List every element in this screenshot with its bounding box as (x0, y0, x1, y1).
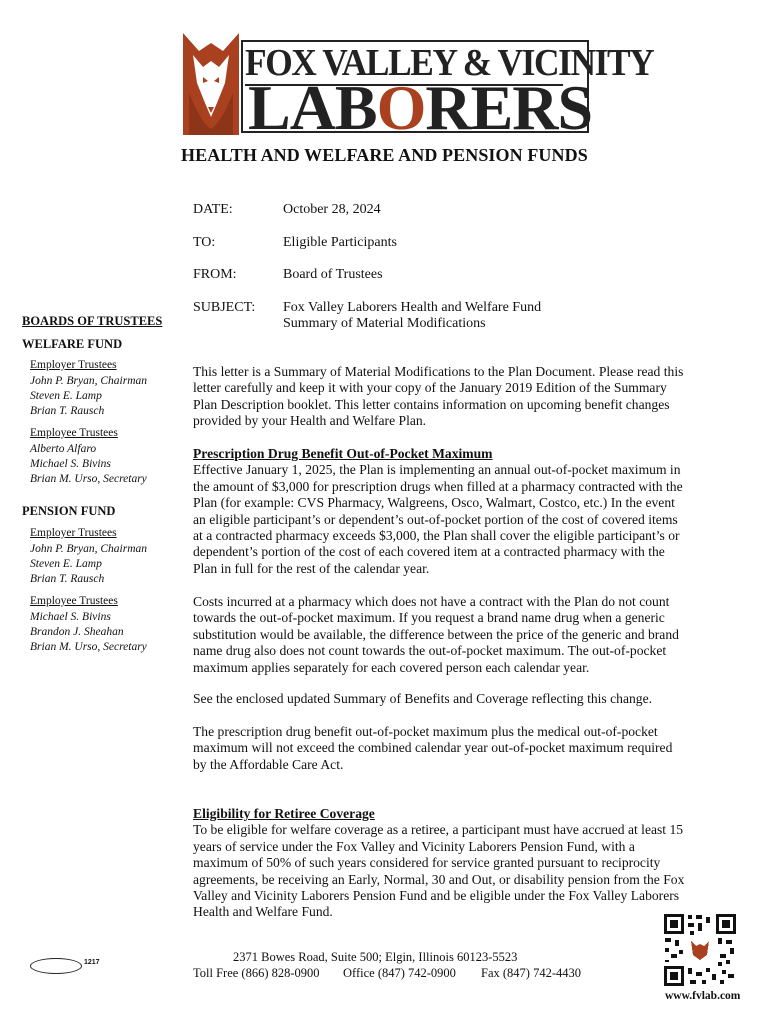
qr-code-icon (663, 913, 737, 987)
union-bug-icon (30, 958, 82, 974)
website-link[interactable]: www.fvlab.com (665, 990, 741, 1002)
prescription-paragraph-1: Effective January 1, 2025, the Plan is implementing an annual out-of-pocket maximum in the amount of $3,000 for prescription drugs when filled at a pharmacy contracted with the Plan (for example: CVS Pharmacy, Walgreens, Osco, Walmart, Costco, etc.) In the event an eligible participant’s or dependent’s out-of-pocket portion of the cost of covered items at a contracted pharmacy exceeds $3,000, the Plan shall cover the eligible participant’s or dependent’s portion of the cost of each covered item at a contracted pharmacy with the Plan in full for the rest of the calendar year. (193, 462, 683, 576)
prescription-paragraph-4: The prescription drug benefit out-of-pocket maximum plus the medical out-of-pocket maximum will not exceed the combined calendar year out-of-pocket maximum required by the Affordable Care Act. (193, 724, 673, 772)
footer-fax: Fax (847) 742-4430 (481, 966, 581, 980)
pension-employer-trustee: Steven E. Lamp (30, 558, 102, 570)
pension-employer-trustee: Brian T. Rausch (30, 573, 105, 585)
prescription-section (193, 446, 686, 577)
subject-line2: Summary of Material Modifications (283, 316, 486, 331)
retiree-paragraph-1: To be eligible for welfare coverage as a retiree, a participant must have accrued at least 15 years of service under the Fox Valley and Vicinity Laborers Pension Fund, with a maximum of 50% of such years considered for service granted pursuant to reciprocity agreements, be receiving an Early, Normal, 30 and Out, or disability pension from the Fox Valley and Vicinity Laborers Pension Fund and be eligible under the Fox Valley Laborers Health and Welfare Fund. (193, 822, 685, 920)
welfare-employer-label: Employer Trustees (30, 359, 117, 371)
union-bug-number: 1217 (84, 959, 100, 966)
subject-label: SUBJECT: (193, 300, 256, 315)
welfare-fund-heading: WELFARE FUND (22, 337, 123, 351)
date-value: October 28, 2024 (283, 202, 381, 217)
logo-org-line2: LABORERS (248, 72, 593, 143)
pension-fund-heading: PENSION FUND (22, 504, 116, 518)
pension-employer-label: Employer Trustees (30, 527, 117, 539)
footer-address: 2371 Bowes Road, Suite 500; Elgin, Illinois 60123-5523 (233, 950, 518, 964)
footer-office: Office (847) 742-0900 (343, 966, 456, 980)
boards-of-trustees-heading: BOARDS OF TRUSTEES (22, 314, 163, 328)
intro-paragraph: This letter is a Summary of Material Modifications to the Plan Document. Please read this letter carefully and keep it with your copy of the January 2019 Edition of the Summary Plan Description booklet. This letter contains information on upcoming benefit changes provided by your Health and Welfare Plan. (193, 364, 684, 429)
logo-org-line1: FOX VALLEY & VICINITY (245, 42, 654, 84)
retiree-section (193, 806, 686, 921)
subject-line1: Fox Valley Laborers Health and Welfare Fund (283, 300, 542, 315)
pension-employer-trustee: John P. Bryan, Chairman (30, 543, 148, 555)
prescription-section-title: Prescription Drug Benefit Out-of-Pocket Maximum (193, 446, 493, 461)
welfare-employee-label: Employee Trustees (30, 427, 118, 439)
from-value: Board of Trustees (283, 267, 383, 282)
prescription-paragraph-3: See the enclosed updated Summary of Benefits and Coverage reflecting this change. (193, 691, 653, 706)
date-label: DATE: (193, 202, 233, 217)
to-value: Eligible Participants (283, 235, 397, 250)
welfare-employee-trustee: Brian M. Urso, Secretary (30, 473, 147, 485)
pension-employee-trustee: Brandon J. Sheahan (30, 626, 124, 638)
fox-logo-icon (181, 33, 241, 135)
letterhead-title: HEALTH AND WELFARE AND PENSION FUNDS (181, 145, 588, 165)
pension-employee-label: Employee Trustees (30, 595, 118, 607)
footer-toll-free: Toll Free (866) 828-0900 (193, 966, 320, 980)
welfare-employer-trustee: Brian T. Rausch (30, 405, 105, 417)
welfare-employee-trustee: Alberto Alfaro (30, 443, 97, 455)
from-label: FROM: (193, 267, 237, 282)
pension-employee-trustee: Brian M. Urso, Secretary (30, 641, 147, 653)
retiree-section-title: Eligibility for Retiree Coverage (193, 806, 375, 821)
welfare-employer-trustee: Steven E. Lamp (30, 390, 102, 402)
prescription-paragraph-2: Costs incurred at a pharmacy which does not have a contract with the Plan do not count towards the out-of-pocket maximum. If you request a brand name drug when a generic substitution would be available, the difference between the price of the generic and brand name drug also does not count towards the out-of-pocket maximum. The out-of-pocket maximum applies separately for each covered person each calendar year. (193, 594, 679, 675)
welfare-employee-trustee: Michael S. Bivins (30, 458, 111, 470)
pension-employee-trustee: Michael S. Bivins (30, 611, 111, 623)
welfare-employer-trustee: John P. Bryan, Chairman (30, 375, 148, 387)
to-label: TO: (193, 235, 216, 250)
